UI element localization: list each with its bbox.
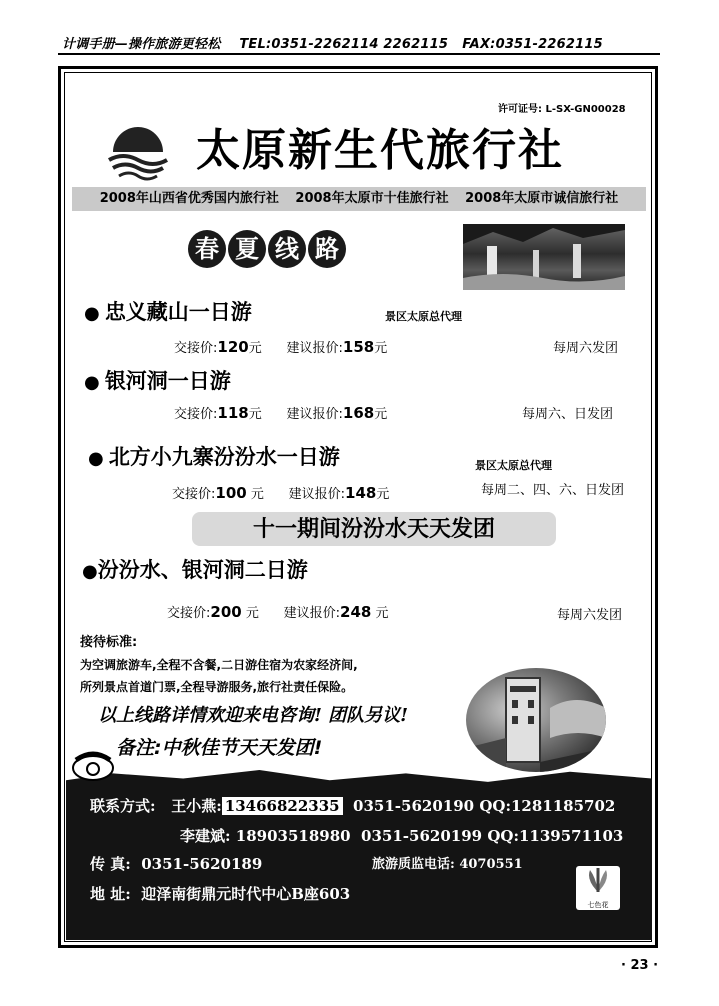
contact-row-1 bbox=[90, 795, 615, 816]
award-2: 2008年太原市十佳旅行社 bbox=[295, 191, 449, 206]
suggest-price-unit: 元 bbox=[376, 487, 390, 502]
season-title-char: 春 bbox=[188, 230, 226, 268]
awards-bar bbox=[72, 187, 646, 211]
page-header bbox=[62, 33, 603, 52]
header-fax: FAX:0351-2262115 bbox=[462, 37, 603, 52]
company-name: 太原新生代旅行社 bbox=[196, 125, 564, 176]
office-phone[interactable]: 0351-5620199 bbox=[361, 827, 483, 845]
bullet-icon: ● bbox=[84, 372, 100, 393]
route-1-prices bbox=[174, 337, 387, 356]
suggest-price-unit: 元 bbox=[374, 407, 388, 422]
suggest-price: 248 bbox=[340, 603, 372, 621]
office-phone[interactable]: 0351-5620190 bbox=[353, 797, 475, 815]
contact-label: 联系方式: bbox=[90, 797, 156, 815]
trade-price: 200 bbox=[210, 603, 242, 621]
license-number: 许可证号: L-SX-GN00028 bbox=[498, 104, 626, 115]
supervision-label: 旅游质监电话: bbox=[372, 857, 455, 872]
route-3-name: 北方小九寨汾汾水一日游 bbox=[108, 444, 340, 469]
suggest-price-unit: 元 bbox=[374, 341, 388, 356]
season-routes-title bbox=[188, 222, 348, 270]
suggest-price-label: 建议报价: bbox=[283, 606, 341, 621]
route-2-name: 银河洞一日游 bbox=[104, 368, 231, 393]
trade-price: 100 bbox=[215, 484, 247, 502]
reception-standard-line: 所列景点首道门票,全程导游服务,旅行社责任保险。 bbox=[80, 680, 354, 694]
flower-logo-text: 七色花 bbox=[587, 901, 609, 909]
contact-row-address bbox=[90, 883, 350, 904]
route-1-schedule: 每周六发团 bbox=[553, 341, 619, 356]
route-4-prices bbox=[167, 602, 388, 621]
trade-price-unit: 元 bbox=[241, 606, 259, 621]
route-4-schedule: 每周六发团 bbox=[557, 608, 623, 623]
reception-standard-line: 为空调旅游车,全程不含餐,二日游住宿为农家经济间, bbox=[80, 658, 358, 672]
route-1-name: 忠义藏山一日游 bbox=[104, 299, 252, 324]
trade-price: 118 bbox=[217, 404, 249, 422]
waterfall-photo bbox=[463, 224, 625, 290]
consult-note: 以上线路详情欢迎来电咨询! 团队另议! bbox=[98, 705, 409, 726]
bullet-icon: ● bbox=[88, 448, 104, 469]
header-tel: TEL:0351-2262114 2262115 bbox=[239, 37, 449, 52]
trade-price-label: 交接价: bbox=[174, 341, 218, 356]
fax-number: 0351-5620189 bbox=[141, 855, 263, 873]
trade-price-unit: 元 bbox=[246, 487, 264, 502]
address-label: 地 址: bbox=[90, 885, 131, 903]
flower-icon bbox=[576, 866, 620, 896]
route-2-schedule: 每周六、日发团 bbox=[522, 407, 614, 422]
route-3-schedule: 每周二、四、六、日发团 bbox=[481, 483, 625, 498]
national-day-banner: 十一期间汾汾水天天发团 bbox=[192, 512, 556, 546]
supervision-hotline bbox=[372, 853, 523, 872]
trade-price-label: 交接价: bbox=[174, 407, 218, 422]
route-2-heading bbox=[84, 365, 231, 395]
award-1: 2008年山西省优秀国内旅行社 bbox=[99, 191, 279, 206]
bullet-icon: ● bbox=[84, 303, 100, 324]
page-number: · 23 · bbox=[621, 958, 659, 973]
qq-number: QQ:1281185702 bbox=[479, 797, 616, 815]
bullet-icon: ● bbox=[82, 561, 98, 582]
mobile-number[interactable]: 18903518980 bbox=[235, 827, 351, 845]
trade-price-label: 交接价: bbox=[167, 606, 211, 621]
route-4-name: 汾汾水、银河洞二日游 bbox=[97, 557, 308, 582]
scenic-photo-collage bbox=[466, 668, 606, 772]
trade-price-unit: 元 bbox=[248, 407, 262, 422]
fax-label: 传 真: bbox=[90, 855, 131, 873]
contact-person-2: 李建斌: bbox=[180, 827, 231, 845]
season-title-char: 夏 bbox=[228, 230, 266, 268]
route-3-agent-note: 景区太原总代理 bbox=[475, 459, 552, 472]
mid-autumn-remark: 备注:中秋佳节天天发团! bbox=[116, 737, 323, 759]
header-rule bbox=[58, 53, 660, 55]
suggest-price-label: 建议报价: bbox=[288, 487, 346, 502]
route-4-heading bbox=[82, 554, 308, 584]
contact-row-2 bbox=[180, 825, 623, 846]
suggest-price-unit: 元 bbox=[371, 606, 389, 621]
trade-price: 120 bbox=[217, 338, 249, 356]
trade-price-unit: 元 bbox=[248, 341, 262, 356]
trade-price-label: 交接价: bbox=[172, 487, 216, 502]
supervision-number[interactable]: 4070551 bbox=[459, 857, 523, 872]
suggest-price-label: 建议报价: bbox=[286, 407, 343, 422]
telephone-icon bbox=[70, 748, 116, 782]
suggest-price: 168 bbox=[342, 404, 375, 422]
address-text: 迎泽南街鼎元时代中心B座603 bbox=[141, 885, 351, 903]
route-1-heading bbox=[84, 296, 252, 326]
flower-brand-logo bbox=[576, 866, 620, 910]
reception-standard-title: 接待标准: bbox=[80, 635, 138, 650]
award-3: 2008年太原市诚信旅行社 bbox=[465, 191, 619, 206]
header-slogan: 计调手册—操作旅游更轻松 bbox=[62, 37, 221, 52]
mobile-number[interactable]: 13466822335 bbox=[222, 797, 343, 815]
company-logo-icon bbox=[105, 118, 171, 182]
route-1-agent-note: 景区太原总代理 bbox=[385, 310, 462, 323]
suggest-price-label: 建议报价: bbox=[286, 341, 343, 356]
route-3-heading bbox=[88, 441, 340, 471]
suggest-price: 148 bbox=[345, 484, 377, 502]
suggest-price: 158 bbox=[342, 338, 375, 356]
qq-number: QQ:1139571103 bbox=[487, 827, 624, 845]
contact-person-1: 王小燕: bbox=[171, 797, 222, 815]
route-3-prices bbox=[172, 483, 389, 502]
contact-row-fax bbox=[90, 853, 262, 874]
route-2-prices bbox=[174, 403, 387, 422]
season-title-char: 线 bbox=[268, 230, 306, 268]
season-title-char: 路 bbox=[308, 230, 346, 268]
